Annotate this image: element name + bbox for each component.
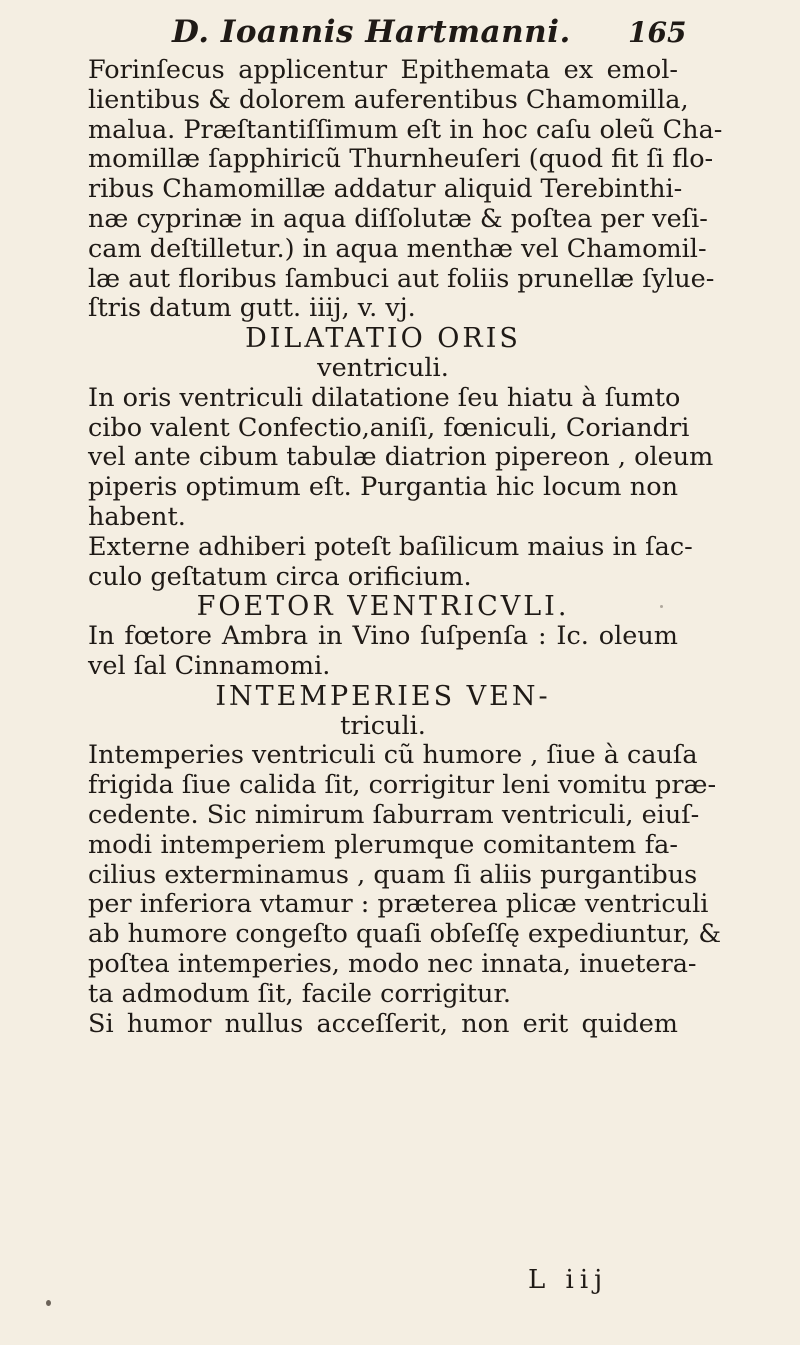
text-line: habent.: [88, 501, 186, 532]
text-line: frigida ſiue calida ſit, corrigitur leni vomitu præ-: [88, 770, 717, 801]
text-line: ſtris datum gutt. iiij, v. vj.: [88, 293, 416, 324]
signature-mark: L iij: [528, 1265, 609, 1295]
text-line: ab humore congeſto quaſi obſeſſę expediuntur, &: [88, 919, 722, 950]
text-line: culo geſtatum circa orificium.: [88, 561, 472, 592]
ink-speck: [46, 1300, 51, 1306]
text-line: In oris ventriculi dilatatione ſeu hiatu à ſumto: [88, 382, 681, 413]
text-line: Si humor nullus acceſſerit, non erit quidem: [88, 1008, 678, 1039]
text-line: cedente. Sic nimirum ſaburram ventriculi, eiuſ-: [88, 799, 700, 830]
page-header: [0, 14, 800, 54]
text-line: poſtea intemperies, modo nec innata, inuetera-: [88, 948, 697, 979]
section-subheading: ventriculi.: [317, 352, 449, 383]
text-line: ribus Chamomillæ addatur aliquid Terebinthi-: [88, 174, 683, 205]
text-line: Forinſecus applicentur Epithemata ex emol-: [88, 55, 678, 85]
section-subheading: triculi.: [340, 710, 426, 741]
text-line: cilius exterminamus , quam ſi aliis purgantibus: [88, 859, 698, 890]
text-line: ta admodum ſit, facile corrigitur.: [88, 978, 511, 1009]
section-heading: INTEMPERIES VEN-: [215, 680, 551, 712]
body-text: [88, 55, 723, 1039]
text-line: vel ante cibum tabulæ diatrion pipereon , oleum: [88, 442, 714, 473]
text-line: per inferiora vtamur : præterea plicæ ventriculi: [88, 889, 709, 920]
text-line: læ aut floribus ſambuci aut foliis prunellæ ſylue-: [88, 263, 715, 294]
text-line: momillæ ſapphiricũ Thurnheuſeri (quod fit ſi flo-: [88, 144, 714, 175]
text-line: piperis optimum eſt. Purgantia hic locum non: [88, 472, 678, 503]
ink-speck: [660, 605, 663, 608]
page-number: 165: [628, 16, 687, 49]
text-line: vel ſal Cinnamomi.: [88, 650, 331, 681]
text-line: In fœtore Ambra in Vino ſuſpenſa : Ic. oleum: [88, 621, 678, 652]
text-line: Intemperies ventriculi cũ humore , ſiue à cauſa: [88, 740, 698, 771]
running-title: D. Ioannis Hartmanni.: [172, 14, 571, 50]
text-line: malua. Præſtantiſſimum eſt in hoc caſu oleũ Cha-: [88, 114, 723, 145]
section-heading: DILATATIO ORIS: [245, 323, 521, 355]
text-line: Externe adhiberi poteſt baſilicum maius in ſac-: [88, 531, 693, 562]
text-line: lientibus & dolorem auferentibus Chamomilla,: [88, 84, 689, 115]
text-line: modi intemperiem plerumque comitantem fa-: [88, 829, 678, 860]
text-line: cibo valent Confectio,aniſi, fœniculi, Coriandri: [88, 412, 690, 443]
text-line: cam deſtilletur.) in aqua menthæ vel Chamomil-: [88, 233, 707, 264]
text-line: næ cyprinæ in aqua diſſolutæ & poſtea per veſi-: [88, 203, 708, 234]
section-heading: FOETOR VENTRICVLI.: [196, 591, 570, 623]
